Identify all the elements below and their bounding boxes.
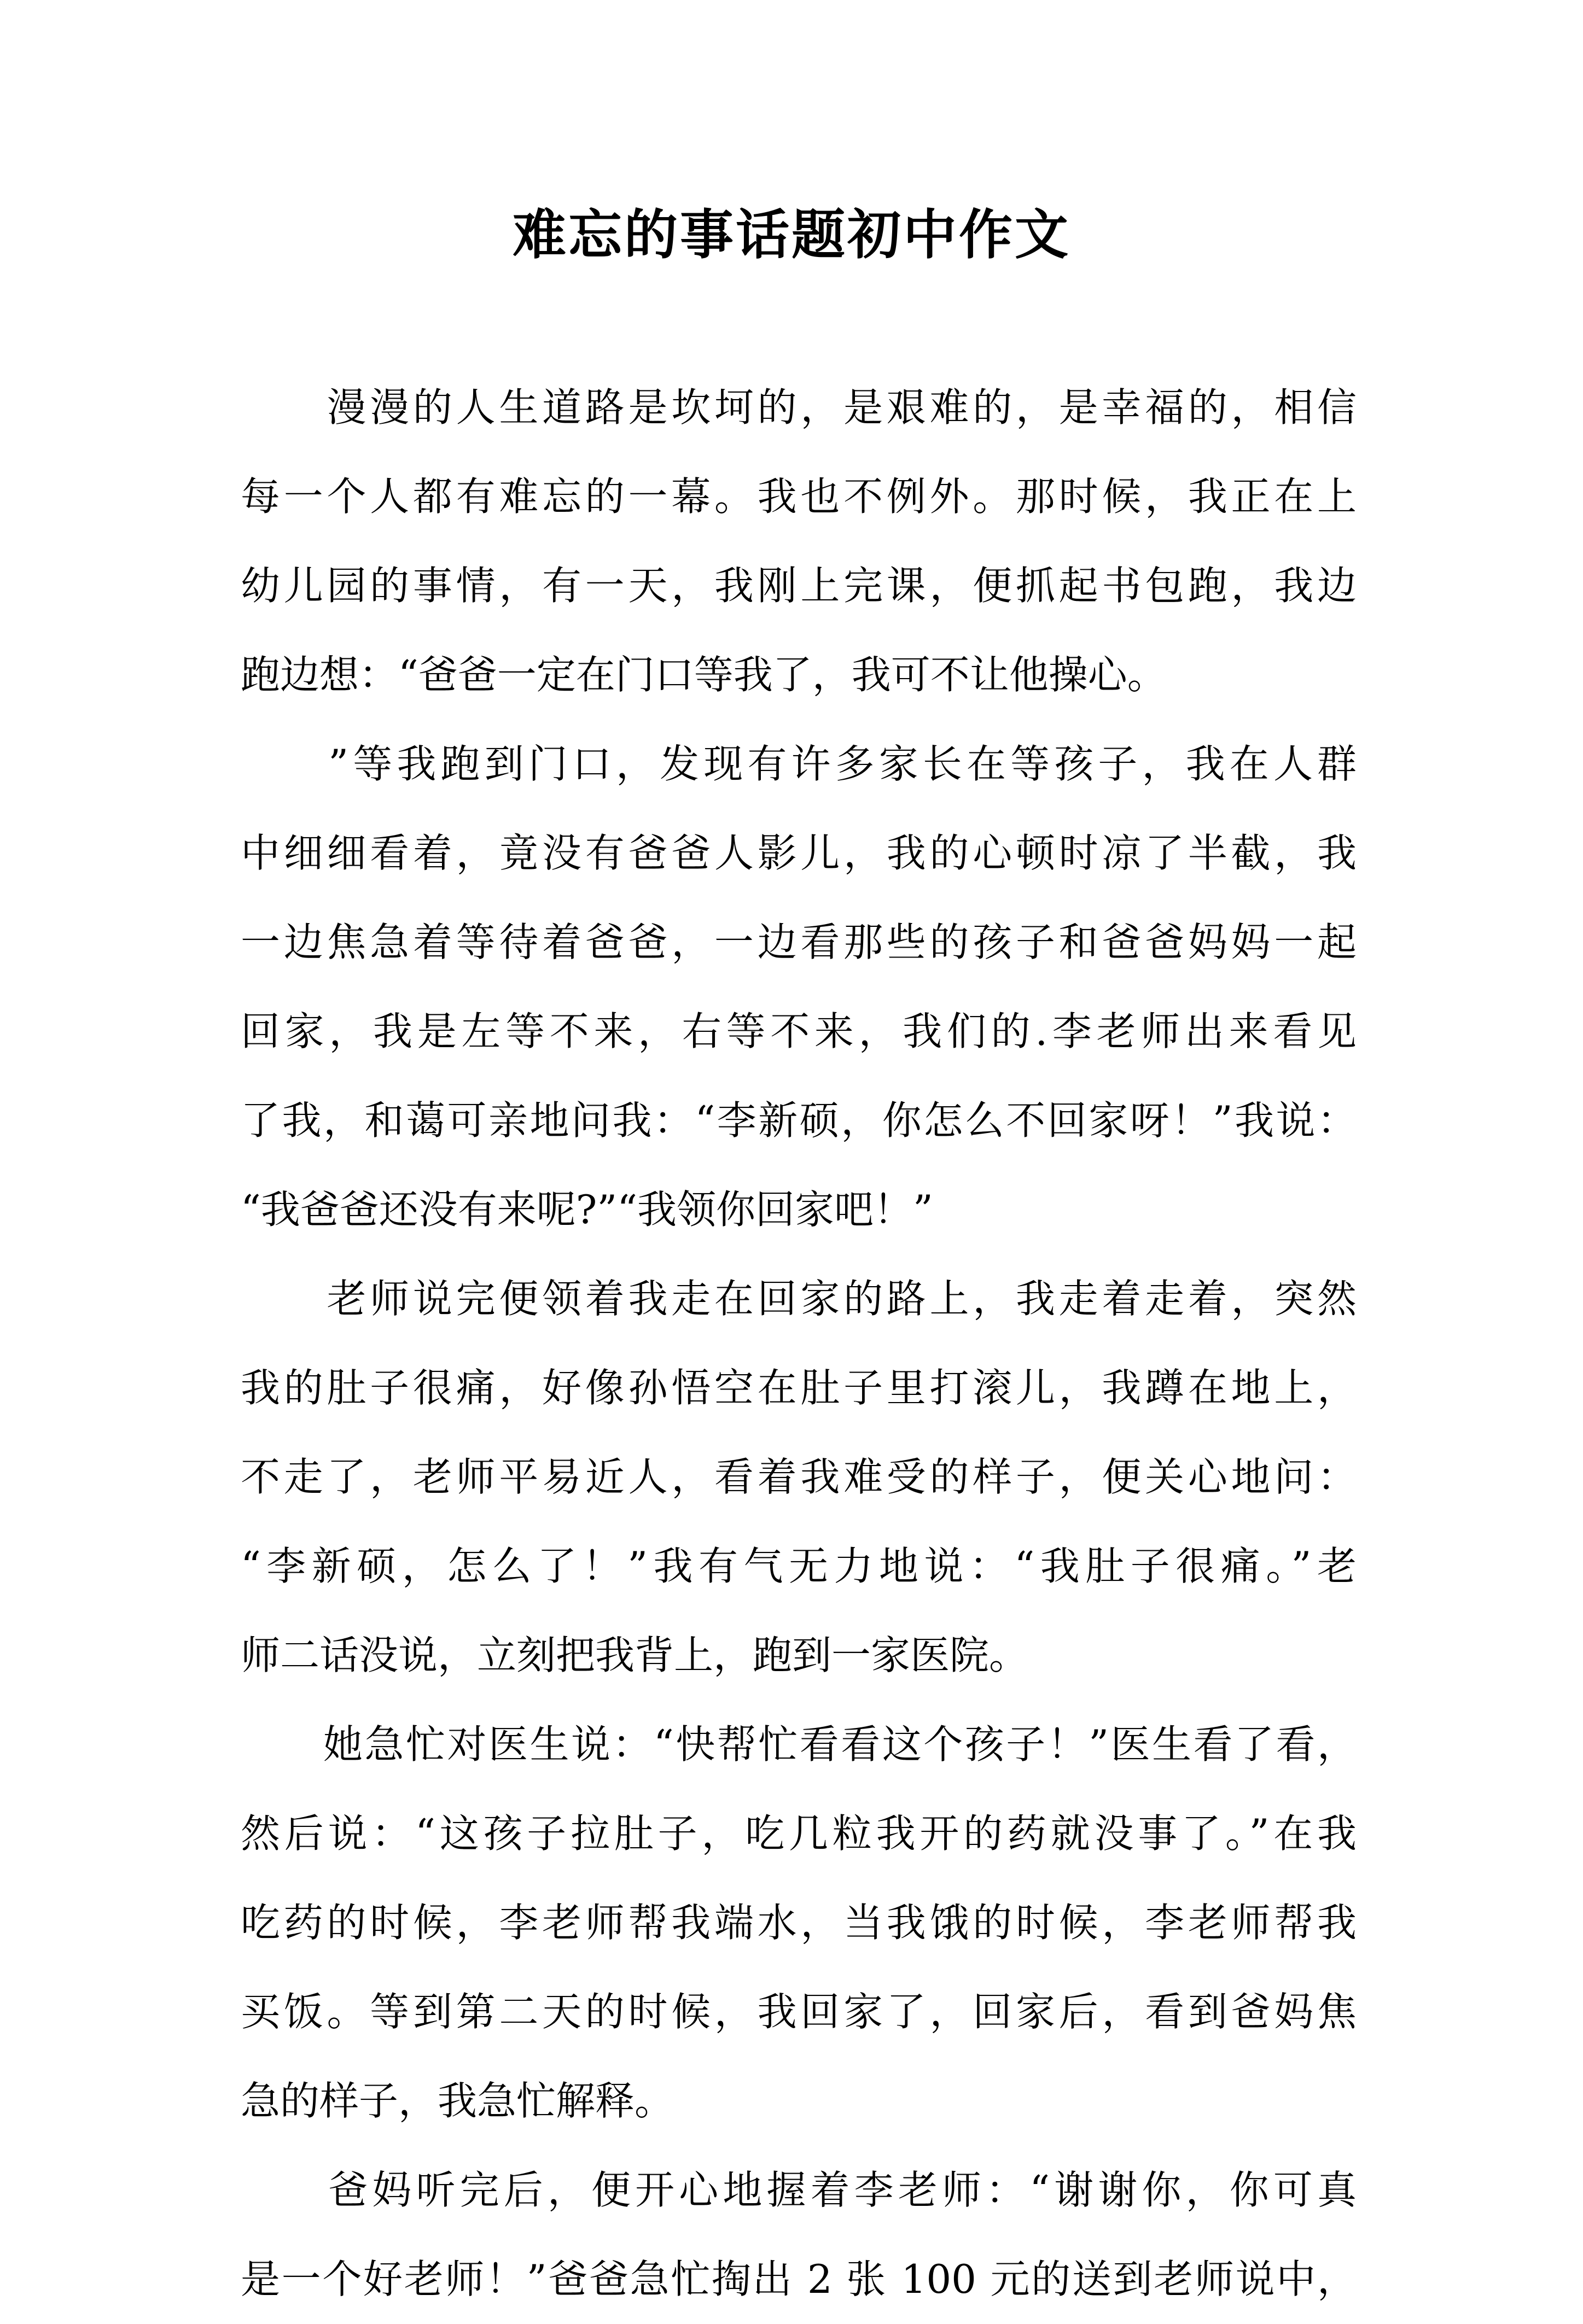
text-line: 我的肚子很痛，好像孙悟空在肚子里打滚儿，我蹲在地上， (241, 1365, 1357, 1411)
text-line: 每一个人都有难忘的一幕。我也不例外。那时候，我正在上 (241, 474, 1357, 519)
text-line: 师二话没说，立刻把我背上，跑到一家医院。 (241, 1632, 1029, 1678)
text-line: 买饭。等到第二天的时候，我回家了，回家后，看到爸妈焦 (241, 1989, 1357, 2035)
text-line: 爸妈听完后，便开心地握着李老师：“谢谢你，你可真 (241, 2167, 1357, 2213)
text-line: ”等我跑到门口，发现有许多家长在等孩子，我在人群 (241, 741, 1357, 787)
document-title: 难忘的事话题初中作文 (512, 203, 1070, 266)
text-line: 漫漫的人生道路是坎坷的，是艰难的，是幸福的，相信 (241, 384, 1357, 430)
text-line: 一边焦急着等待着爸爸，一边看那些的孩子和爸爸妈妈一起 (241, 919, 1357, 965)
text-line: 她急忙对医生说：“快帮忙看看这个孩子！”医生看了看， (241, 1721, 1357, 1767)
text-line: 急的样子，我急忙解释。 (241, 2078, 674, 2124)
text-line: 回家，我是左等不来，右等不来，我们的.李老师出来看见 (241, 1008, 1357, 1054)
text-line: 老师说完便领着我走在回家的路上，我走着走着，突然 (241, 1276, 1357, 1322)
document-body (241, 363, 1357, 2324)
text-line: 然后说：“这孩子拉肚子，吃几粒我开的药就没事了。”在我 (241, 1811, 1357, 1856)
text-line: 中细细看着，竟没有爸爸人影儿，我的心顿时凉了半截，我 (241, 830, 1357, 876)
text-line: 吃药的时候，李老师帮我端水，当我饿的时候，李老师帮我 (241, 1900, 1357, 1946)
text-line: 幼儿园的事情，有一天，我刚上完课，便抓起书包跑，我边 (241, 563, 1357, 609)
text-line: “我爸爸还没有来呢?”“我领你回家吧！” (241, 1187, 933, 1233)
text-line: 是一个好老师！”爸爸急忙掏出 2 张 100 元的送到老师说中， (241, 2256, 1357, 2302)
text-line: 不走了，老师平易近人，看着我难受的样子，便关心地问： (241, 1454, 1357, 1500)
text-line: 跑边想：“爸爸一定在门口等我了，我可不让他操心。 (241, 652, 1167, 698)
text-line: 了我，和蔼可亲地问我：“李新硕，你怎么不回家呀！”我说： (241, 1097, 1357, 1143)
text-line: “李新硕，怎么了！”我有气无力地说：“我肚子很痛。”老 (241, 1543, 1357, 1589)
